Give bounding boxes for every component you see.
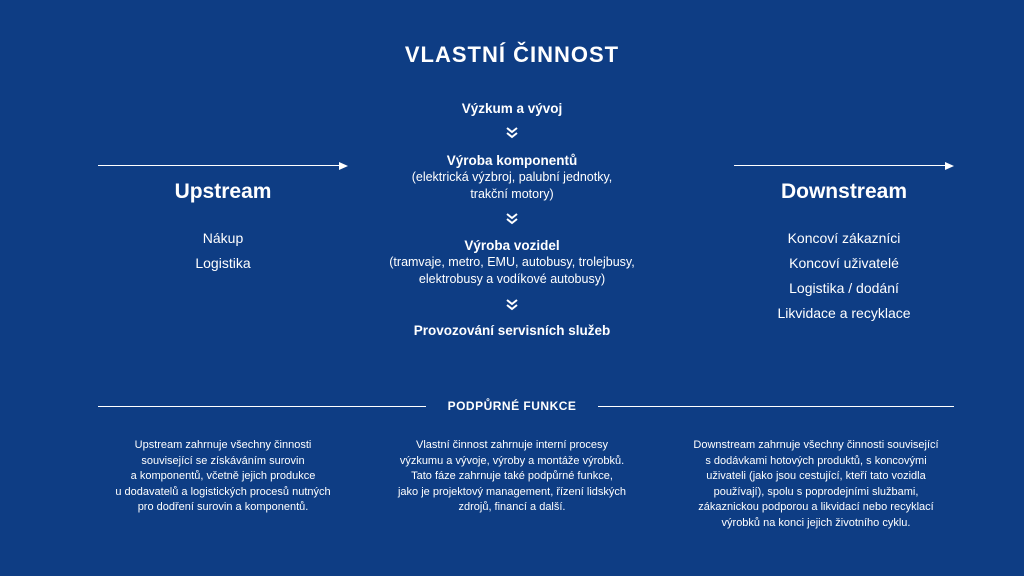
divider-right bbox=[598, 406, 954, 407]
double-chevron-down-icon bbox=[502, 298, 522, 312]
list-item: Koncoví zákazníci bbox=[787, 230, 901, 246]
stage-description: (tramvaje, metro, EMU, autobusy, trolejbusy, elektrobusy a vodíkové autobusy) bbox=[389, 255, 635, 286]
core-description: Vlastní činnost zahrnuje interní procesy výzkumu a vývoje, výroby a montáže výrobků. Tato fáze zahrnuje také podpůrné funkce, jako je projektový management, řízení lidských zdrojů, financí a další. bbox=[397, 439, 627, 513]
stage-description: (elektrická výzbroj, palubní jednotky, trakční motory) bbox=[411, 170, 613, 201]
downstream-description: Downstream zahrnuje všechny činnosti související s dodávkami hotových produktů, s koncovými uživateli (jako jsou cestující, kteří tato vozidla používají), spolu s poprodejními službami, zákaznickou podporou a likvidací nebo recyklací výrobků na konci jejich životního cyklu. bbox=[693, 439, 939, 529]
stage-research: Výzkum a vývoj bbox=[461, 101, 563, 116]
page-title: VLASTNÍ ČINNOST bbox=[404, 42, 620, 67]
arrow-line bbox=[734, 165, 946, 166]
arrow-right-icon bbox=[339, 162, 348, 170]
list-item: Koncoví uživatelé bbox=[789, 255, 899, 271]
arrow-right-icon bbox=[945, 162, 954, 170]
upstream-description: Upstream zahrnuje všechny činnosti související se získáváním surovin a komponentů, včetně jejich produkce u dodavatelů a logistických procesů nutných pro dodření surovin a komponentů. bbox=[115, 439, 331, 513]
stage-title: Výroba komponentů bbox=[446, 153, 578, 168]
upstream-arrow bbox=[98, 162, 348, 170]
list-item: Logistika bbox=[195, 255, 251, 271]
list-item: Logistika / dodání bbox=[789, 280, 899, 296]
stage-components bbox=[362, 152, 662, 203]
downstream-list bbox=[734, 226, 954, 326]
downstream-heading: Downstream bbox=[780, 180, 908, 203]
divider-left bbox=[98, 406, 426, 407]
stage-services: Provozování servisních služeb bbox=[413, 323, 611, 338]
arrow-line bbox=[98, 165, 340, 166]
double-chevron-down-icon bbox=[502, 126, 522, 140]
stage-vehicles bbox=[362, 237, 662, 288]
downstream-arrow bbox=[734, 162, 954, 170]
upstream-list bbox=[98, 226, 348, 276]
double-chevron-down-icon bbox=[502, 212, 522, 226]
list-item: Likvidace a recyklace bbox=[777, 305, 911, 321]
list-item: Nákup bbox=[202, 230, 244, 246]
support-label: PODPŮRNÉ FUNKCE bbox=[447, 399, 577, 413]
stage-title: Výroba vozidel bbox=[464, 238, 560, 253]
upstream-heading: Upstream bbox=[174, 180, 272, 203]
